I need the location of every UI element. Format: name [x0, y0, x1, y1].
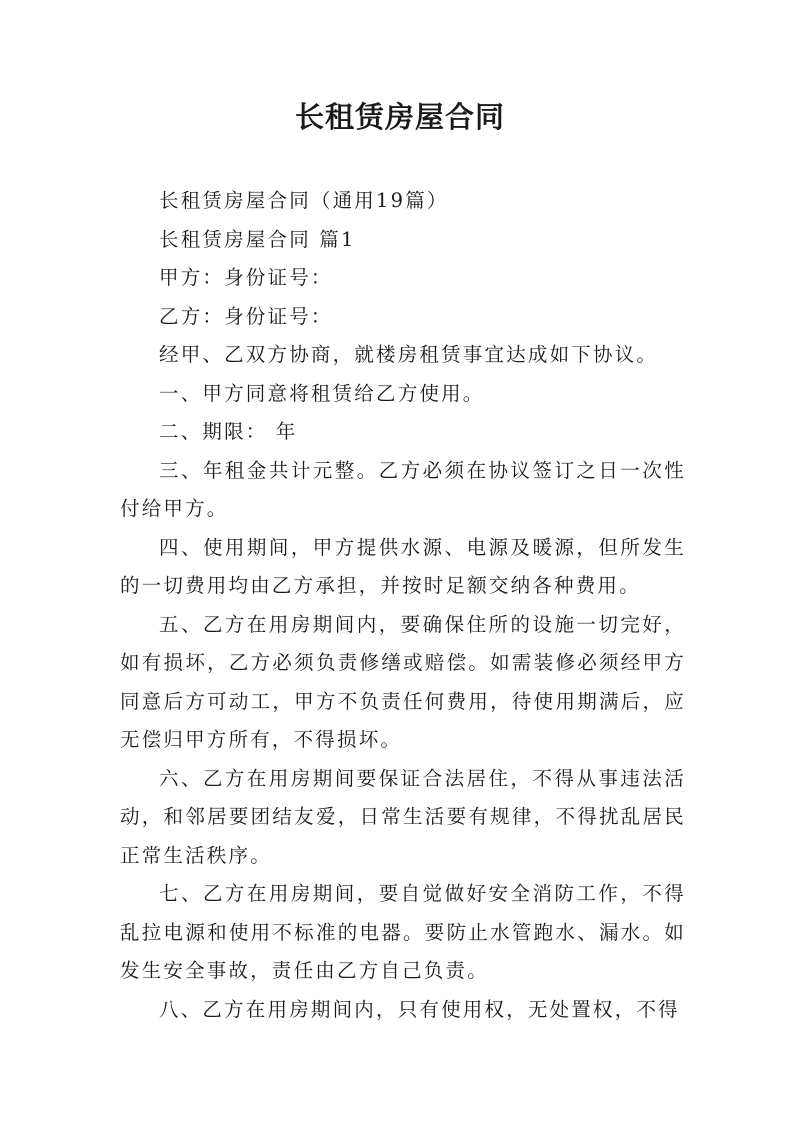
- paragraph-collection-title: 长租赁房屋合同（通用19篇）: [159, 189, 449, 212]
- paragraph-party-a: 甲方：身份证号：: [159, 266, 333, 289]
- paragraph-clause-1: 一、甲方同意将租赁给乙方使用。: [159, 381, 485, 405]
- document-body: [120, 182, 686, 1029]
- paragraph-clause-7: 七、乙方在用房期间，要自觉做好安全消防工作，不得乱拉电源和使用不标准的电器。要防止水管跑水、漏水。如发生安全事故，责任由乙方自己负责。: [120, 882, 686, 982]
- paragraph-clause-6: 六、乙方在用房期间要保证合法居住，不得从事违法活动，和邻居要团结友爱，日常生活要有规律，不得扰乱居民正常生活秩序。: [120, 766, 686, 867]
- paragraph-party-b: 乙方：身份证号：: [159, 304, 333, 328]
- document-title: 长租赁房屋合同: [294, 100, 505, 134]
- paragraph-clause-2: 二、期限： 年: [159, 420, 298, 443]
- paragraph-clause-8: 八、乙方在用房期间内，只有使用权，无处置权，不得: [159, 997, 680, 1021]
- paragraph-clause-4: 四、使用期间，甲方提供水源、电源及暖源，但所发生的一切费用均由乙方承担，并按时足额交纳各种费用。: [120, 535, 686, 597]
- paragraph-preamble: 经甲、乙双方协商，就楼房租赁事宜达成如下协议。: [159, 343, 659, 366]
- paragraph-chapter-heading: 长租赁房屋合同 篇1: [159, 227, 356, 251]
- paragraph-clause-5: 五、乙方在用房期间内，要确保住所的设施一切完好，如有损坏，乙方必须负责修缮或赔偿。如需装修必须经甲方同意后方可动工，甲方不负责任何费用，待使用期满后，应无偿归甲方所有，不得损坏。: [120, 612, 686, 751]
- paragraph-clause-3: 三、年租金共计元整。乙方必须在协议签订之日一次性付给甲方。: [120, 458, 686, 520]
